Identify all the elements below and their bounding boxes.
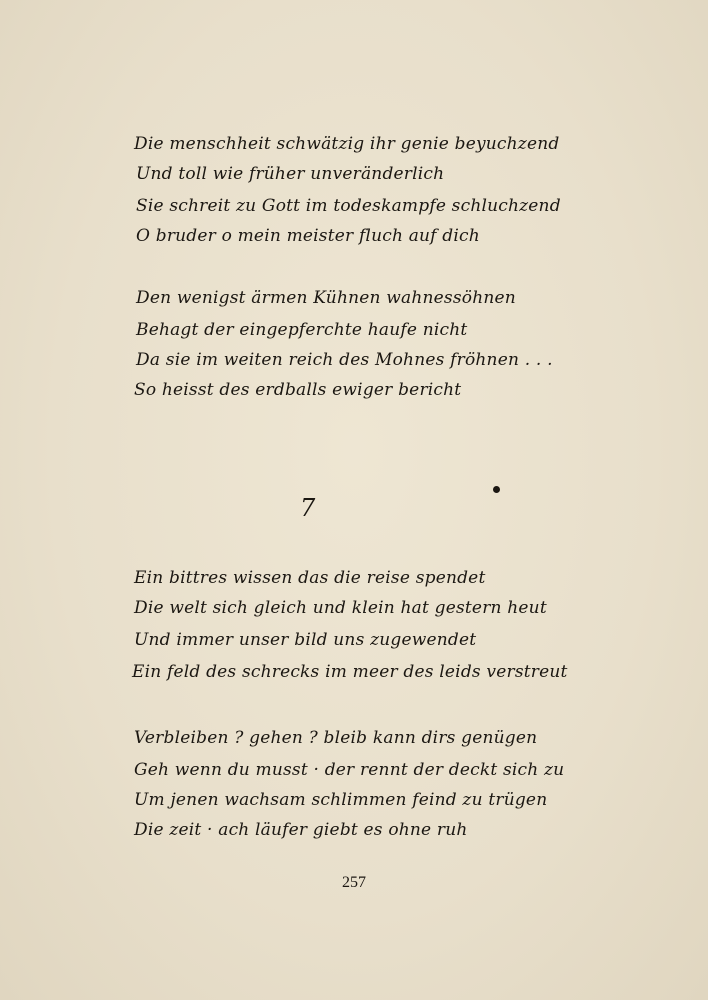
ink-dot [493,486,500,493]
verse-line: Da sie im weiten reich des Mohnes fröhnen . . . [136,350,553,370]
verse-line: Ein feld des schrecks im meer des leids verstreut [132,662,568,682]
verse-line: Ein bittres wissen das die reise spendet [134,568,486,588]
verse-line: Behagt der eingepferchte haufe nicht [136,320,468,340]
verse-line: Verbleiben ? gehen ? bleib kann dirs genügen [134,728,538,748]
verse-line: Und toll wie früher unveränderlich [136,164,445,184]
page-number: 257 [342,874,366,891]
verse-line: O bruder o mein meister fluch auf dich [136,226,480,246]
section-number: 7 [300,494,316,522]
verse-line: Und immer unser bild uns zugewendet [134,630,477,650]
verse-line: Den wenigst ärmen Kühnen wahnessöhnen [136,288,516,308]
verse-line: Um jenen wachsam schlimmen feind zu trügen [134,790,548,810]
verse-line: Die zeit · ach läufer giebt es ohne ruh [134,820,468,840]
verse-line: So heisst des erdballs ewiger bericht [134,380,462,400]
verse-line: Geh wenn du musst · der rennt der deckt sich zu [134,760,565,780]
verse-line: Die menschheit schwätzig ihr genie beyuchzend [134,134,560,154]
verse-line: Sie schreit zu Gott im todeskampfe schluchzend [136,196,561,216]
verse-line: Die welt sich gleich und klein hat gestern heut [134,598,547,618]
